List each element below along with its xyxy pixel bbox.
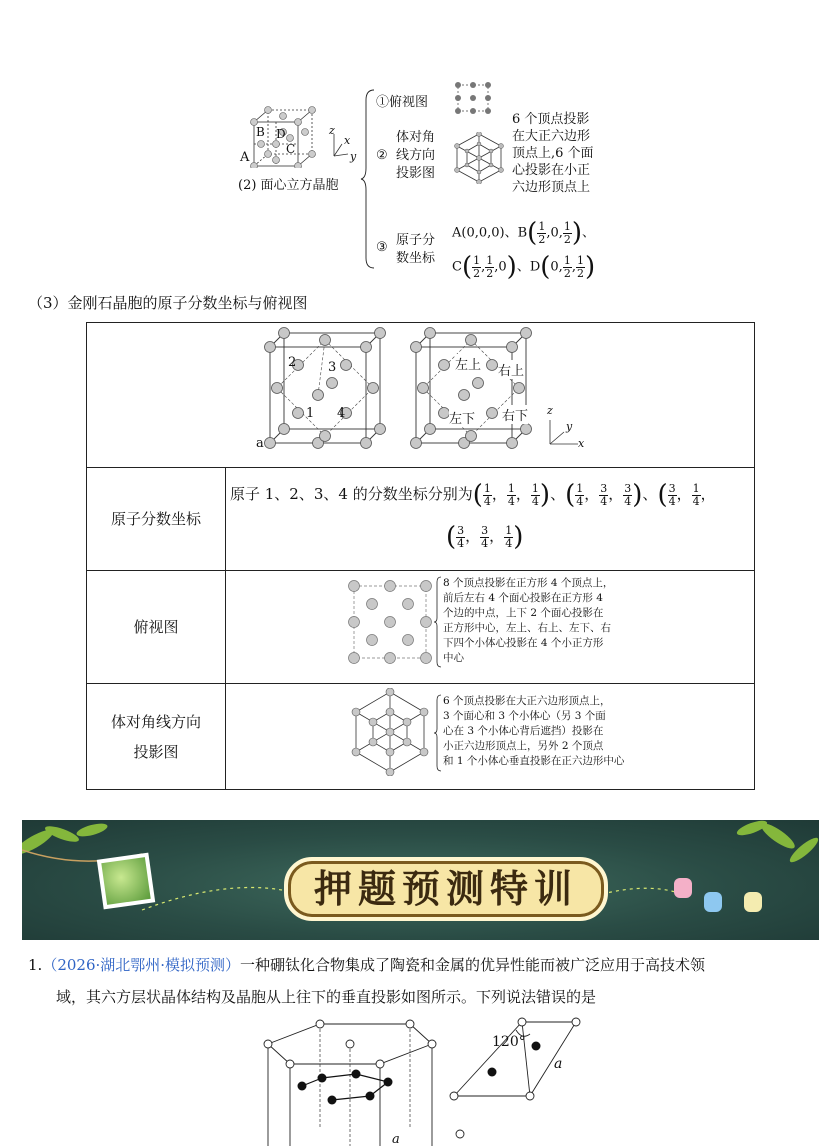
row3-brace xyxy=(434,694,442,772)
diamond-cube-quadrants xyxy=(402,325,537,450)
photo-frame-icon xyxy=(97,853,155,910)
row2-brace xyxy=(434,576,442,668)
half-den: 2 xyxy=(538,232,546,246)
fcc-coord-line1: A(0,0,0)、B( $\frac{1}{2}$ ,0, $\frac{1}{2}$ )、 xyxy=(452,218,596,248)
hexagonal-prism-structure xyxy=(260,1018,440,1148)
row3-label: 体对角线方向 投影图 xyxy=(87,684,226,790)
marshmallow-yellow-icon xyxy=(744,892,762,912)
fcc-item2-desc: 6 个顶点投影 在大正六边形 顶点上,6 个面 心投影在小正 六边形顶点上 xyxy=(512,112,594,195)
diamond-label-2: 2 xyxy=(288,355,297,370)
fcc-item2-label: 体对角 线方向 投影图 xyxy=(396,130,436,181)
marshmallow-blue-icon xyxy=(704,892,722,912)
fcc-axis-x: x xyxy=(344,134,351,147)
fcc-item3-num: ③ xyxy=(376,240,388,255)
fcc-label-a: A xyxy=(240,150,250,165)
question-angle: 120° xyxy=(492,1034,526,1050)
row1-label: 原子分数坐标 xyxy=(87,468,226,571)
fcc-axis-z: z xyxy=(329,124,335,137)
row1-text-line1: 原子 1、2、3、4 的分数坐标分别为( $\frac{1}{4}$ ， $\frac{1}{4}$ ， $\frac{1}{4}$ )、( $\frac{1}{4}$ ， $\frac{3}{4}$ ， $\frac{3}{4}$ )、( $\frac{3}{4}$ ， $\frac{1}{4}$ ， xyxy=(230,480,716,510)
row2-label: 俯视图 xyxy=(87,571,226,684)
diamond-axis-y: y xyxy=(566,420,573,433)
row1-text-line2: ( $\frac{3}{4}$ ， $\frac{3}{4}$ ， $\frac{1}{4}$ ) xyxy=(446,522,524,552)
fcc-brace xyxy=(360,88,376,270)
fcc-item1-label: ①俯视图 xyxy=(376,95,429,110)
diamond-label-3: 3 xyxy=(328,360,337,375)
diamond-top-view xyxy=(344,578,436,664)
question-number: 1. xyxy=(28,956,43,974)
fcc-axis-y: y xyxy=(350,150,357,163)
fcc-coord-line2: C( $\frac{1}{2}$ , $\frac{1}{2}$ ,0)、D(0, $\frac{1}{2}$ , $\frac{1}{2}$ ) xyxy=(452,252,596,282)
fcc-caption: (2) 面心立方晶胞 xyxy=(238,178,339,193)
fcc-item2-num: ② xyxy=(376,148,388,163)
diamond-label-right-bottom: 右下 xyxy=(502,405,528,424)
row3-desc: 6 个顶点投影在大正六边形顶点上， 3 个面心和 3 个小体心（另 3 个面 心在 3 个小体心背后遮挡）投影在 小正六边形顶点上，另外 2 个顶点 和 1 个小体心垂直投影在正六边形中心 xyxy=(443,695,625,767)
diamond-label-a: a xyxy=(256,436,264,451)
question-source: （2026·湖北鄂州·模拟预测） xyxy=(42,956,241,974)
banner-title: 押题预测特训 xyxy=(284,857,608,921)
fcc-label-b: B xyxy=(256,125,265,139)
fcc-top-view xyxy=(452,80,494,116)
diamond-label-1: 1 xyxy=(306,406,315,421)
question-line2: 域，其六方层状晶体结构及晶胞从上往下的垂直投影如图所示。下列说法错误的是 xyxy=(56,988,597,1006)
row2-desc: 8 个顶点投影在正方形 4 个顶点上， 前后左右 4 个面心投影在正方形 4 个边的中点，上下 2 个面心投影在 正方形中心，左上、右上、左下、右 下四个小体心投影在 4 个小正方形 中心 xyxy=(443,577,614,664)
diamond-label-4: 4 xyxy=(337,406,346,421)
fcc-hexagon-projection xyxy=(452,132,506,184)
section-3-heading: （3）金刚石晶胞的原子分数坐标与俯视图 xyxy=(28,294,308,312)
diamond-label-left-top: 左上 xyxy=(455,354,481,373)
fcc-label-d: D xyxy=(276,127,286,141)
banner xyxy=(22,820,819,940)
question-line1 xyxy=(28,954,705,975)
fcc-label-c: C xyxy=(286,142,296,156)
diamond-diagonal-projection xyxy=(350,688,430,776)
diamond-axis-z: z xyxy=(547,404,553,417)
question-side-a: a xyxy=(554,1056,563,1072)
fcc-item3-label: 原子分 数坐标 xyxy=(396,233,436,266)
question-side-a2: a xyxy=(392,1132,400,1147)
diamond-label-right-top: 右上 xyxy=(498,360,524,379)
diamond-label-left-bottom: 左下 xyxy=(449,408,475,427)
diamond-axis-x: x xyxy=(578,437,585,450)
diamond-cube-numbered xyxy=(256,325,386,450)
marshmallow-pink-icon xyxy=(674,878,692,898)
question-text-1: 一种硼钛化合物集成了陶瓷和金属的优异性能而被广泛应用于高技术领 xyxy=(240,956,706,974)
